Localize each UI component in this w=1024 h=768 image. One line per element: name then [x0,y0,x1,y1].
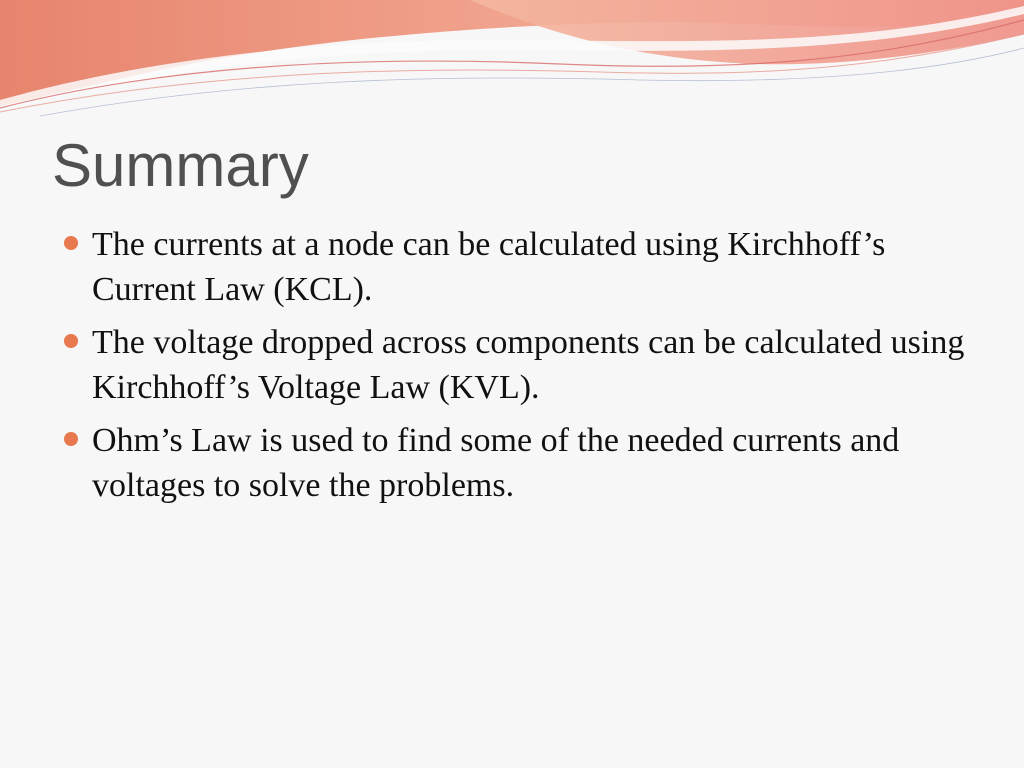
bullet-dot-icon [64,334,78,348]
bullet-text: The currents at a node can be calculated using Kirchhoff’s Current Law (KCL). [92,226,886,308]
bullet-dot-icon [64,236,78,250]
bullet-dot-icon [64,432,78,446]
bullet-list [62,222,982,516]
wave-band-right [470,0,1024,64]
bullet-item-kcl [62,222,982,312]
slide-title: Summary [52,132,309,199]
bullet-text: Ohm’s Law is used to find some of the needed currents and voltages to solve the problems. [92,422,900,504]
bullet-item-kvl [62,320,982,410]
decorative-header-wave [0,0,1024,120]
bullet-item-ohms-law [62,418,982,508]
bullet-text: The voltage dropped across components can be calculated using Kirchhoff’s Voltage Law (KVL). [92,324,965,406]
